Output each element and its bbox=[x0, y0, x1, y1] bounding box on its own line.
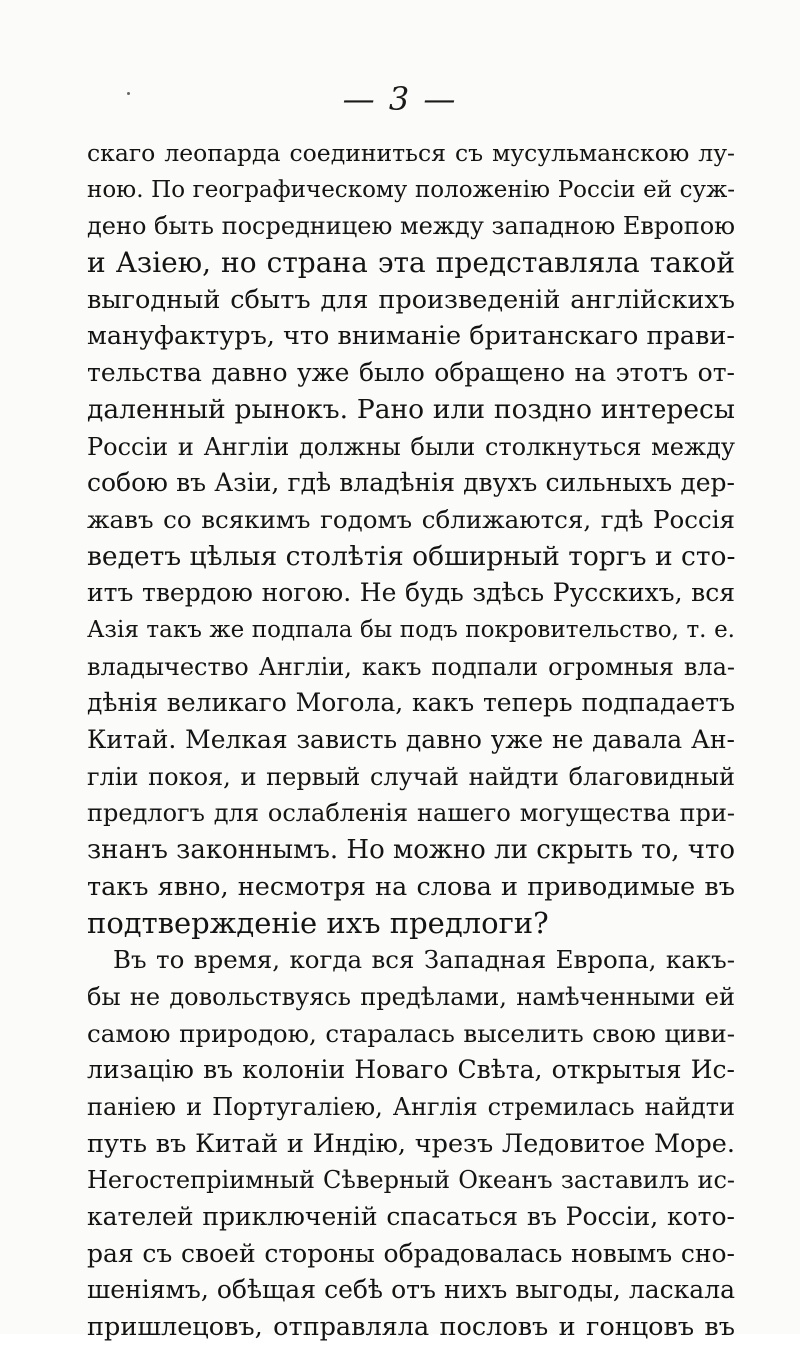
text-line: выгодный сбытъ для произведеній англійскихъ bbox=[87, 284, 735, 315]
text-line: и Азіею, но страна эта представляла такой bbox=[87, 246, 735, 280]
text-line: Россіи и Англіи должны были столкнуться между bbox=[87, 432, 735, 461]
text-line: такъ явно, несмотря на слова и приводимые въ bbox=[87, 871, 735, 902]
text-line: итъ твердою ногою. Не будь здѣсь Русскихъ, вся bbox=[87, 578, 735, 608]
text-line: предлогъ для ослабленія нашего могущества при- bbox=[87, 799, 735, 828]
text-line: путь въ Китай и Индію, чрезъ Ледовитое Море. bbox=[87, 1128, 735, 1159]
text-line: кателей приключеній спасаться въ Россіи, кото- bbox=[87, 1201, 735, 1231]
text-line: самою природою, старалась выселить свою циви- bbox=[87, 1018, 735, 1048]
text-line: лизацію въ колоніи Новаго Свѣта, открытыя Ис- bbox=[87, 1055, 735, 1085]
paragraph-end-line: подтвержденіе ихъ предлоги? bbox=[87, 906, 549, 941]
text-line: бы не довольствуясь предѣлами, намѣченными ей bbox=[87, 982, 735, 1011]
body-text bbox=[87, 135, 735, 1346]
text-line: скаго леопарда соединиться съ мусульманскою лу- bbox=[87, 139, 735, 167]
text-line: тельства давно уже было обращено на этотъ от- bbox=[87, 358, 735, 388]
text-line: собою въ Азіи, гдѣ владѣнія двухъ сильныхъ дер- bbox=[87, 468, 735, 498]
text-line: дено быть посредницею между западною Европою bbox=[87, 212, 735, 241]
text-line: шеніямъ, обѣщая себѣ отъ нихъ выгоды, ласкала bbox=[87, 1275, 735, 1305]
text-line: паніею и Португаліею, Англія стремилась найдти bbox=[87, 1092, 735, 1121]
text-line: мануфактуръ, что вниманіе британскаго прави- bbox=[87, 321, 735, 352]
text-line: рая съ своей стороны обрадовалась новымъ сно- bbox=[87, 1238, 735, 1268]
text-line: Азія такъ же подпала бы подъ покровительство, т. е. bbox=[87, 616, 735, 643]
text-line: гліи покоя, и первый случай найдти благовидный bbox=[87, 762, 735, 791]
text-line: Китай. Мелкая зависть давно уже не давала Ан- bbox=[87, 725, 735, 754]
text-line: знанъ законнымъ. Но можно ли скрыть то, что bbox=[87, 835, 735, 866]
page-number: — 3 — bbox=[342, 80, 458, 118]
text-line: жавъ со всякимъ годомъ сближаются, гдѣ Россія bbox=[87, 504, 735, 534]
text-line: дѣнія великаго Могола, какъ теперь подпадаетъ bbox=[87, 688, 735, 718]
text-line: ведетъ цѣлыя столѣтія обширный торгъ и сто- bbox=[87, 540, 735, 572]
text-line: пришлецовъ, отправляла пословъ и гонцовъ въ bbox=[87, 1312, 735, 1342]
text-line: владычество Англіи, какъ подпали огромныя вла- bbox=[87, 652, 735, 681]
text-line: даленный рынокъ. Рано или поздно интересы bbox=[87, 393, 735, 425]
text-line: ною. По географическому положенію Россіи ей суж- bbox=[87, 176, 735, 203]
paragraph-start-line: Въ то время, когда вся Западная Европа, какъ- bbox=[113, 945, 735, 975]
text-line: Негостепріимный Сѣверный Океанъ заставилъ ис- bbox=[87, 1166, 735, 1195]
